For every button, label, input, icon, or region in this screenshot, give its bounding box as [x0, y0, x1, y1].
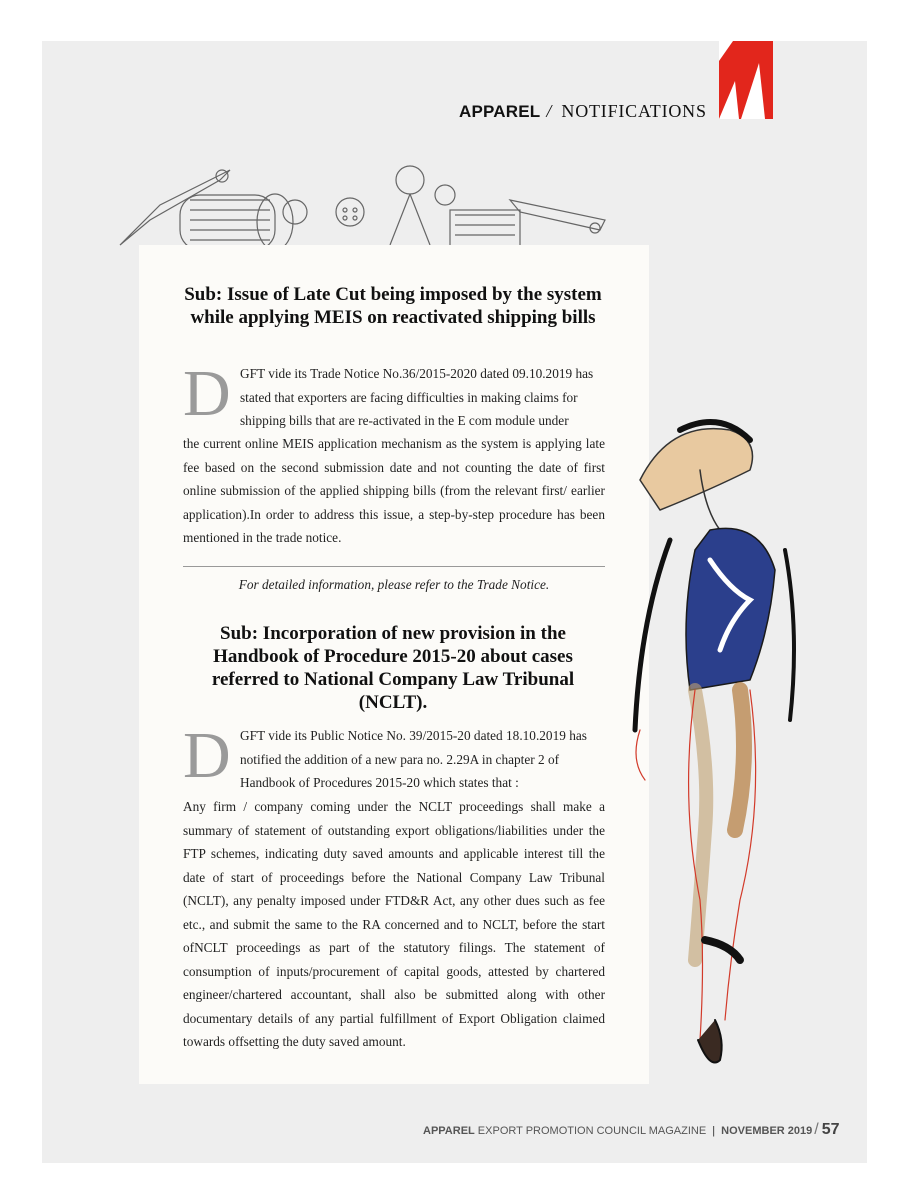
article1-title: Sub: Issue of Late Cut being imposed by the system while applying MEIS on reactivated shipping bills: [184, 284, 602, 328]
footer-brand: APPAREL: [423, 1125, 475, 1137]
article2-dropcap: D: [183, 719, 231, 792]
article2-lead-line: GFT vide its Public Notice No. 39/2015-20 dated 18.10.2019 has: [240, 728, 587, 743]
magazine-logo: [719, 41, 773, 119]
article2-title: Sub: Incorporation of new provision in the Handbook of Procedure 2015-20 about cases referred to National Company Law Tribunal (NCLT).: [211, 623, 575, 713]
header-section: NOTIFICATIONS: [561, 101, 707, 121]
article1-body: the current online MEIS application mechanism as the system is applying late fee based on the second submission date and not counting the date of first online submission of the applied shipping bills (from the relevant first/ earlier application).In order to address this issue, a step-by-step procedure has been mentioned in the trade notice.: [183, 436, 605, 545]
page-number: 57: [821, 1121, 840, 1138]
article2-body: Any firm / company coming under the NCLT proceedings shall make a summary of statement of outstanding export obligations/liabilities under the FTP schemes, indicating duty saved amounts and applicable interest till the date of start of proceedings before the National Company Law Tribunal (NCLT), any penalty imposed under FTD&R Act, any other dues such as fee etc., and submit the same to the RA concerned and to NCLT, before the start ofNCLT proceedings as part of the statutory filings. The statement of consumption of inputs/procurement of capital goods, attested by chartered engineer/chartered accountant, shall also be submitted along with other documentary details of any partial fulfillment of Export Obligation claimed towards offsetting the duty saved amount.: [183, 799, 605, 1049]
header-separator: /: [546, 101, 552, 121]
article2-lead-line: Handbook of Procedures 2015-20 which states that :: [240, 775, 519, 790]
article1-lead-line: stated that exporters are facing difficulties in making claims for: [240, 390, 578, 405]
article1-dropcap: D: [183, 357, 231, 430]
fashion-model-illustration: [600, 400, 830, 1100]
footer-bar: |: [712, 1125, 716, 1137]
article2-lead-line: notified the addition of a new para no. 2.29A in chapter 2 of: [240, 752, 560, 767]
header-brand: APPAREL: [459, 102, 541, 121]
page-footer: [423, 1121, 840, 1139]
footer-slash: /: [814, 1121, 819, 1138]
page-header: [459, 101, 707, 122]
article1-reference-note: For detailed information, please refer to the Trade Notice.: [238, 577, 550, 592]
article1-lead-line: GFT vide its Trade Notice No.36/2015-2020 dated 09.10.2019 has: [240, 366, 594, 381]
section-divider: [183, 566, 605, 567]
sewing-tools-sketch: [110, 150, 610, 250]
footer-magazine: EXPORT PROMOTION COUNCIL MAGAZINE: [474, 1125, 710, 1137]
article1-lead-line: shipping bills that are re-activated in the E com module under: [240, 413, 569, 428]
footer-issue: NOVEMBER 2019: [718, 1125, 813, 1137]
